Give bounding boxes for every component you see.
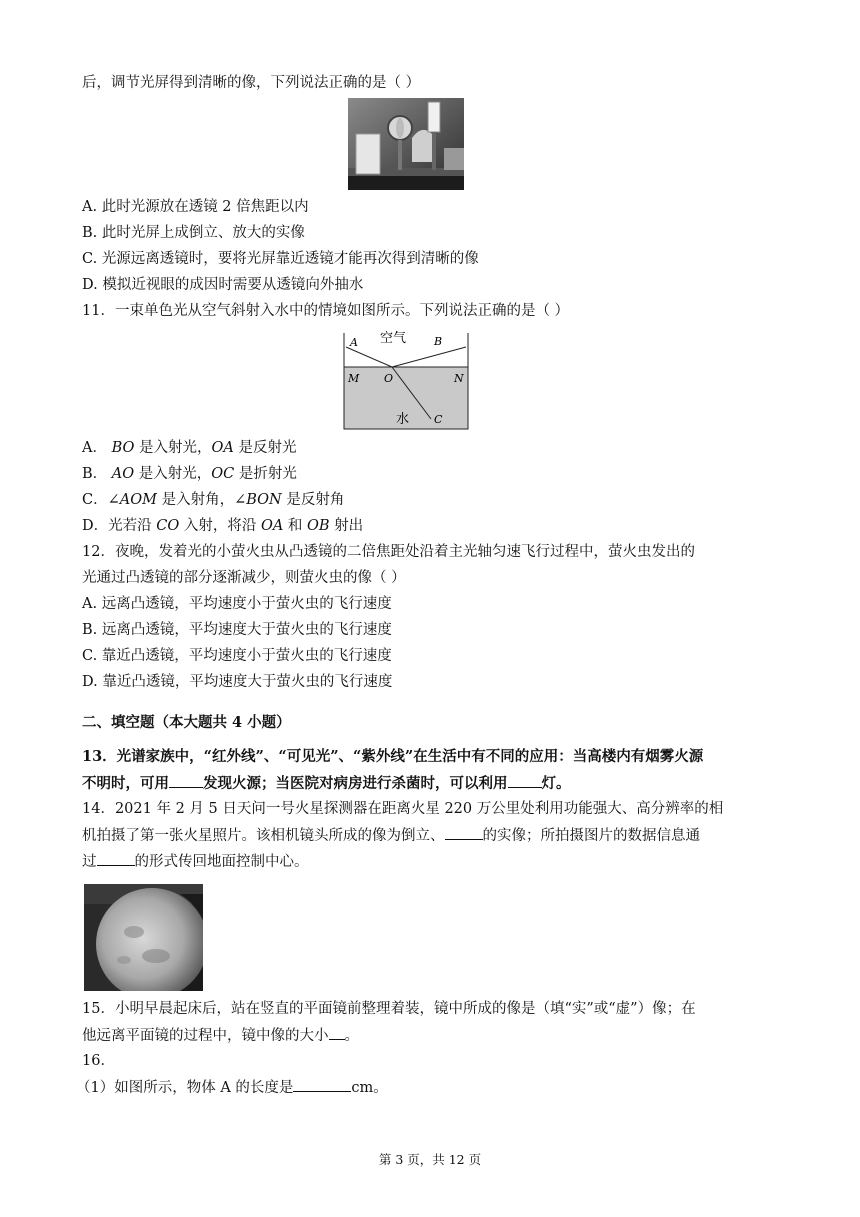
q11-option-b: B． AO 是入射光，OC 是折射光 <box>82 466 297 482</box>
q12-stem-line2: 光通过凸透镜的部分逐渐减少，则萤火虫的像（ ） <box>82 570 406 586</box>
q15-line1: 15．小明早晨起床后，站在竖直的平面镜前整理着装，镜中所成的像是（填“实”或“虚”）像；在 <box>82 1001 696 1017</box>
q11-option-a: A． BO 是入射光，OA 是反射光 <box>82 440 297 456</box>
q10-stem-tail: 后，调节光屏得到清晰的像，下列说法正确的是（ ） <box>82 75 421 91</box>
q11-stem: 11．一束单色光从空气斜射入水中的情境如图所示。下列说法正确的是（ ） <box>82 303 570 319</box>
q14-blank-2[interactable] <box>97 851 135 866</box>
page-footer: 第 3 页，共 12 页 <box>378 1152 482 1167</box>
section-heading: 二、填空题（本大题共 4 小题） <box>82 714 291 731</box>
q11-label-m: M <box>348 372 360 385</box>
q12-option-c: C. 靠近凸透镜，平均速度小于萤火虫的飞行速度 <box>82 648 392 664</box>
q11-label-a: A <box>350 336 358 349</box>
q11-label-b: B <box>434 335 443 348</box>
q12-option-b: B. 远离凸透镜，平均速度大于萤火虫的飞行速度 <box>82 622 392 638</box>
q15-blank[interactable] <box>329 1025 345 1040</box>
q10-option-b: B. 此时光屏上成倒立、放大的实像 <box>82 225 305 241</box>
q10-option-c: C. 光源远离透镜时，要将光屏靠近透镜才能再次得到清晰的像 <box>82 251 479 267</box>
q11-option-c: C．∠AOM 是入射角，∠BON 是反射角 <box>82 492 345 508</box>
q13-blank-1[interactable] <box>169 773 203 788</box>
q16-blank[interactable] <box>293 1077 351 1092</box>
q10-option-d: D. 模拟近视眼的成因时需要从透镜向外抽水 <box>82 277 364 293</box>
q14-line1: 14．2021 年 2 月 5 日天问一号火星探测器在距离火星 220 万公里处利用功能强大、高分辨率的相 <box>82 801 724 817</box>
q16-number: 16． <box>82 1053 115 1069</box>
q10-option-a: A. 此时光源放在透镜 2 倍焦距以内 <box>82 199 309 215</box>
q13-line2: 不明时，可用 发现火源；当医院对病房进行杀菌时，可以利用 灯。 <box>82 775 571 792</box>
q11-label-o: O <box>384 372 394 385</box>
q12-option-d: D. 靠近凸透镜，平均速度大于萤火虫的飞行速度 <box>82 674 393 690</box>
q15-line2: 他远离平面镜的过程中，镜中像的大小 。 <box>82 1025 359 1046</box>
q11-label-air: 空气 <box>380 331 407 346</box>
q14-mars-photo <box>84 884 203 991</box>
q11-option-d: D．光若沿 CO 入射，将沿 OA 和 OB 射出 <box>82 518 364 534</box>
q11-label-n: N <box>454 372 464 385</box>
q13-line1: 13．光谱家族中，“红外线”、“可见光”、“紫外线”在生活中有不同的应用：当高楼内有烟雾火源 <box>82 748 704 765</box>
q13-blank-2[interactable] <box>508 773 542 788</box>
q12-option-a: A. 远离凸透镜，平均速度小于萤火虫的飞行速度 <box>82 596 392 612</box>
q16-sub1: （1）如图所示，物体 A 的长度是 cm。 <box>76 1077 388 1098</box>
q14-line2: 机拍摄了第一张火星照片。该相机镜头所成的像为倒立、 的实像；所拍摄图片的数据信息通 <box>82 825 700 846</box>
q11-label-water: 水 <box>396 412 410 427</box>
q11-label-c: C <box>434 413 443 426</box>
q12-stem-line1: 12．夜晚，发着光的小萤火虫从凸透镜的二倍焦距处沿着主光轴匀速飞行过程中，萤火虫发出的 <box>82 544 695 560</box>
q11-refraction-diagram <box>340 327 472 431</box>
q14-line3: 过 的形式传回地面控制中心。 <box>82 851 309 872</box>
q14-blank-1[interactable] <box>445 825 483 840</box>
q10-optics-photo <box>348 98 464 190</box>
